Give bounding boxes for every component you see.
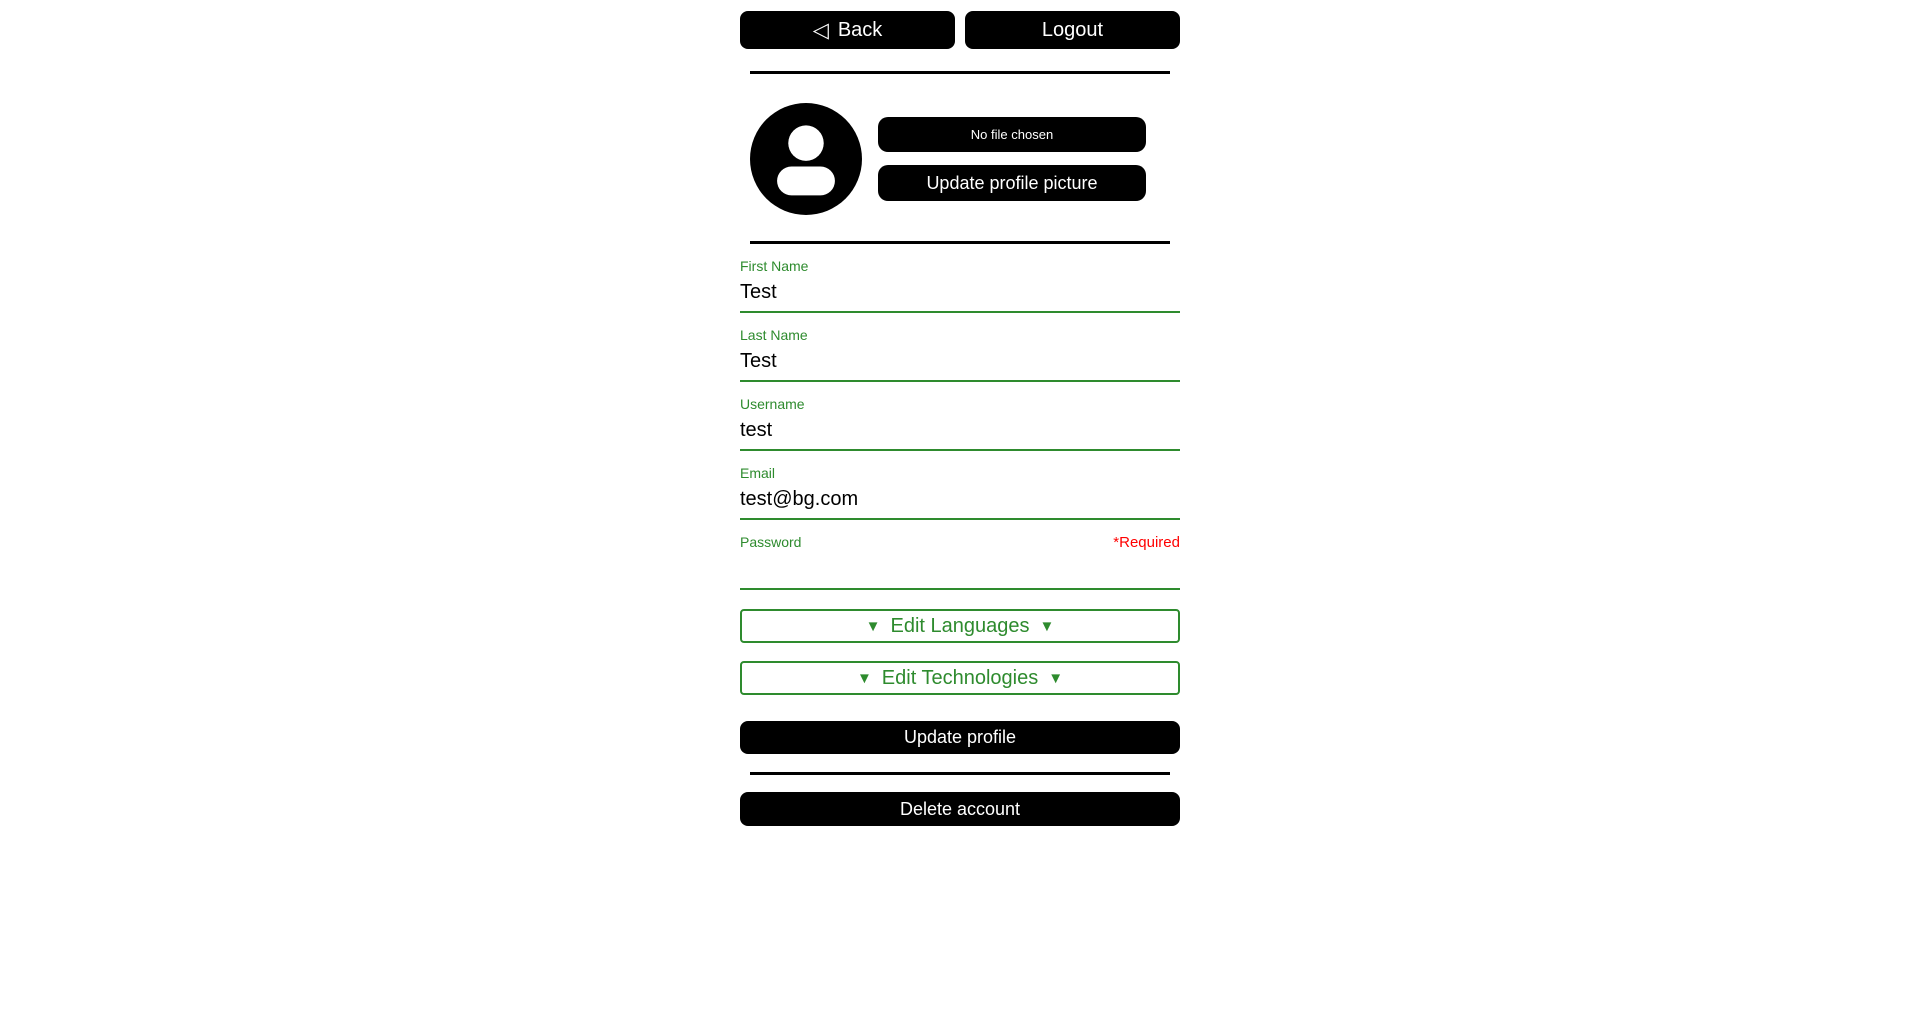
email-label: Email bbox=[740, 465, 776, 481]
chevron-down-icon: ▼ bbox=[1048, 669, 1064, 687]
update-profile-button[interactable] bbox=[740, 721, 1180, 754]
logout-button-label: Logout bbox=[1041, 18, 1104, 41]
header-row bbox=[740, 11, 1180, 49]
email-input[interactable] bbox=[740, 481, 1180, 520]
update-profile-label: Update profile bbox=[903, 727, 1017, 747]
first-name-label: First Name bbox=[740, 258, 809, 274]
edit-languages-button[interactable] bbox=[740, 609, 1180, 643]
password-required-note: *Required bbox=[1113, 534, 1180, 551]
chevron-down-icon: ▼ bbox=[1039, 617, 1055, 635]
username-field bbox=[740, 396, 1180, 451]
first-name-field bbox=[740, 258, 1180, 313]
last-name-input[interactable] bbox=[740, 343, 1180, 382]
back-button-label: Back bbox=[837, 18, 883, 41]
email-field bbox=[740, 465, 1180, 520]
edit-technologies-label: Edit Technologies bbox=[881, 666, 1039, 689]
username-label: Username bbox=[740, 396, 805, 412]
divider-bottom bbox=[750, 772, 1170, 775]
back-arrow-icon: ◁ bbox=[812, 18, 829, 42]
back-button[interactable] bbox=[740, 11, 955, 49]
password-label: Password bbox=[740, 534, 802, 550]
profile-page bbox=[740, 0, 1180, 826]
profile-picture-section bbox=[740, 103, 1180, 215]
password-input[interactable] bbox=[740, 551, 1180, 590]
update-profile-picture-label: Update profile picture bbox=[926, 172, 1098, 193]
username-input[interactable] bbox=[740, 412, 1180, 451]
logout-button[interactable] bbox=[965, 11, 1180, 49]
edit-technologies-button[interactable] bbox=[740, 661, 1180, 695]
password-field bbox=[740, 534, 1180, 590]
file-status-label: No file chosen bbox=[970, 127, 1054, 142]
avatar bbox=[750, 103, 862, 215]
delete-account-button[interactable] bbox=[740, 792, 1180, 826]
chevron-down-icon: ▼ bbox=[856, 669, 872, 687]
first-name-input[interactable] bbox=[740, 274, 1180, 313]
last-name-label: Last Name bbox=[740, 327, 808, 343]
last-name-field bbox=[740, 327, 1180, 382]
edit-languages-label: Edit Languages bbox=[890, 614, 1030, 637]
user-avatar-icon bbox=[750, 103, 862, 215]
chevron-down-icon: ▼ bbox=[865, 617, 881, 635]
divider-form bbox=[750, 241, 1170, 244]
file-chooser-button[interactable] bbox=[878, 117, 1146, 152]
delete-account-label: Delete account bbox=[899, 798, 1021, 819]
picture-controls bbox=[878, 117, 1146, 215]
update-profile-picture-button[interactable] bbox=[878, 165, 1146, 201]
divider-top bbox=[750, 71, 1170, 74]
